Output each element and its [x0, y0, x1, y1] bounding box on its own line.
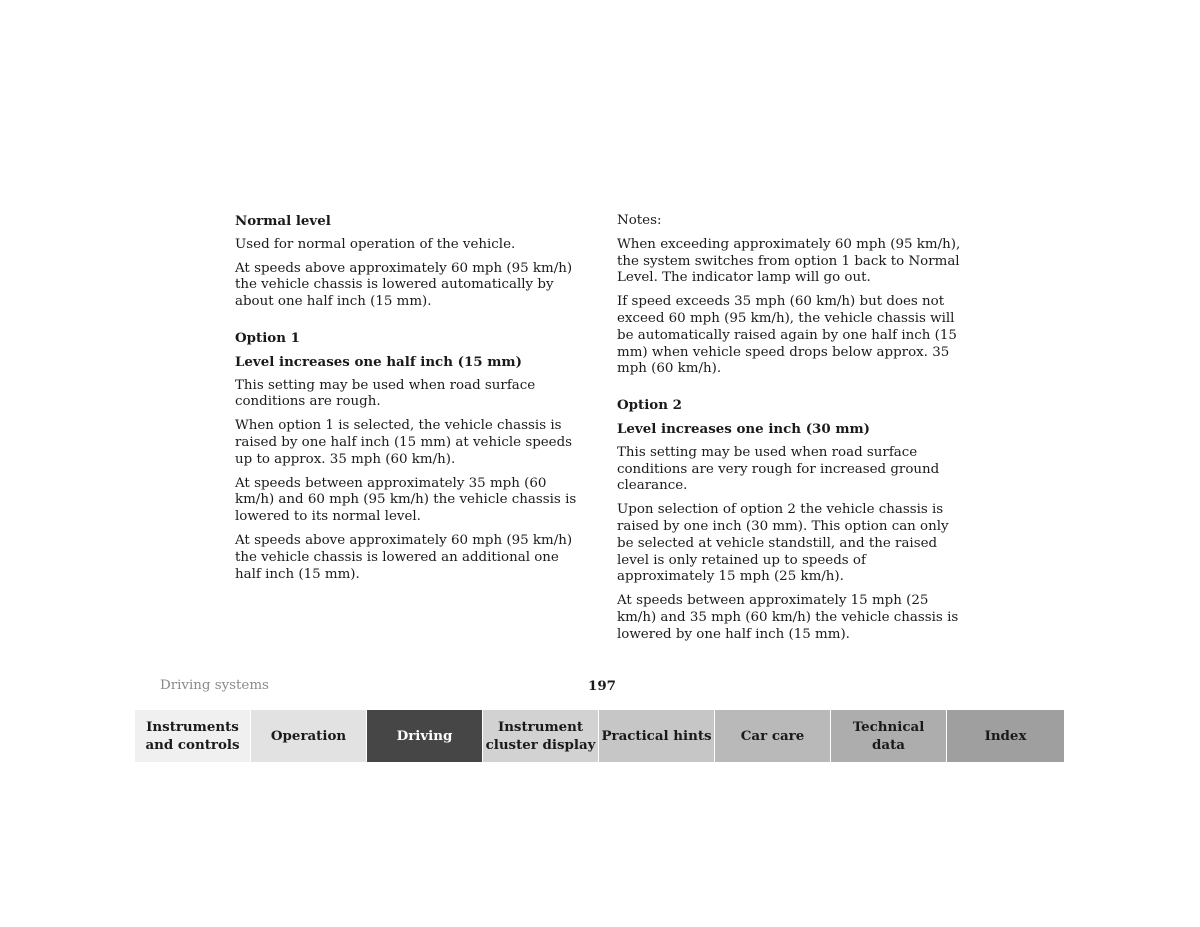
option1-subheading: Level increases one half inch (15 mm) [235, 353, 522, 370]
nav-tab-operation[interactable]: Operation [251, 710, 367, 762]
notes-paragraph-2: If speed exceeds 35 mph (60 km/h) but does not exceed 60 mph (95 km/h), the vehicle chassis will be automatically raised again by one half inch (15 mm) when vehicle speed drops below approx. 35 mph (60 km/h). [617, 294, 957, 377]
notes-paragraph-1: When exceeding approximately 60 mph (95 km/h), the system switches from option 1 back to Normal Level. The indicator lamp will go out. [617, 236, 961, 286]
normal-level-paragraph-1: Used for normal operation of the vehicle. [235, 236, 516, 252]
option2-paragraph-3: At speeds between approximately 15 mph (25 km/h) and 35 mph (60 km/h) the vehicle chassis is lowered by one half inch (15 mm). [617, 593, 959, 642]
option2-paragraph-2: Upon selection of option 2 the vehicle chassis is raised by one inch (30 mm). This option can only be selected at vehicle standstill, and the raised level is only retained up to speeds of approximately 15 mph (25 km/h). [617, 502, 949, 585]
notes-label: Notes: [617, 213, 662, 228]
option1-paragraph-4: At speeds above approximately 60 mph (95 km/h) the vehicle chassis is lowered an additional one half inch (15 mm). [235, 532, 573, 582]
option1-paragraph-3: At speeds between approximately 35 mph (60 km/h) and 60 mph (95 km/h) the vehicle chassis is lowered to its normal level. [235, 475, 577, 525]
section-title: Driving systems [160, 678, 269, 693]
normal-level-paragraph-2: At speeds above approximately 60 mph (95 km/h) the vehicle chassis is lowered automatically by about one half inch (15 mm). [235, 260, 573, 310]
page-number: 197 [588, 678, 616, 694]
option2-subheading: Level increases one inch (30 mm) [617, 420, 870, 437]
left-column [235, 213, 585, 590]
nav-tab-instrument-cluster-display[interactable]: Instrument cluster display [483, 710, 599, 762]
option1-heading: Option 1 [235, 329, 300, 346]
nav-tab-instruments-and-controls[interactable]: Instruments and controls [135, 710, 251, 762]
nav-tab-car-care[interactable]: Car care [715, 710, 831, 762]
right-column [617, 213, 967, 651]
option2-heading: Option 2 [617, 397, 682, 414]
option2-paragraph-1: This setting may be used when road surface conditions are very rough for increased ground clearance. [617, 444, 940, 494]
normal-level-heading: Normal level [235, 213, 331, 229]
option1-paragraph-1: This setting may be used when road surface conditions are rough. [235, 377, 536, 410]
nav-tab-index[interactable]: Index [947, 710, 1064, 762]
chapter-nav [135, 710, 1064, 762]
nav-tab-practical-hints[interactable]: Practical hints [599, 710, 715, 762]
nav-tab-technical-data[interactable]: Technical data [831, 710, 947, 762]
nav-tab-driving[interactable]: Driving [367, 710, 483, 762]
option1-paragraph-2: When option 1 is selected, the vehicle chassis is raised by one half inch (15 mm) at vehicle speeds up to approx. 35 mph (60 km/h). [235, 418, 573, 467]
